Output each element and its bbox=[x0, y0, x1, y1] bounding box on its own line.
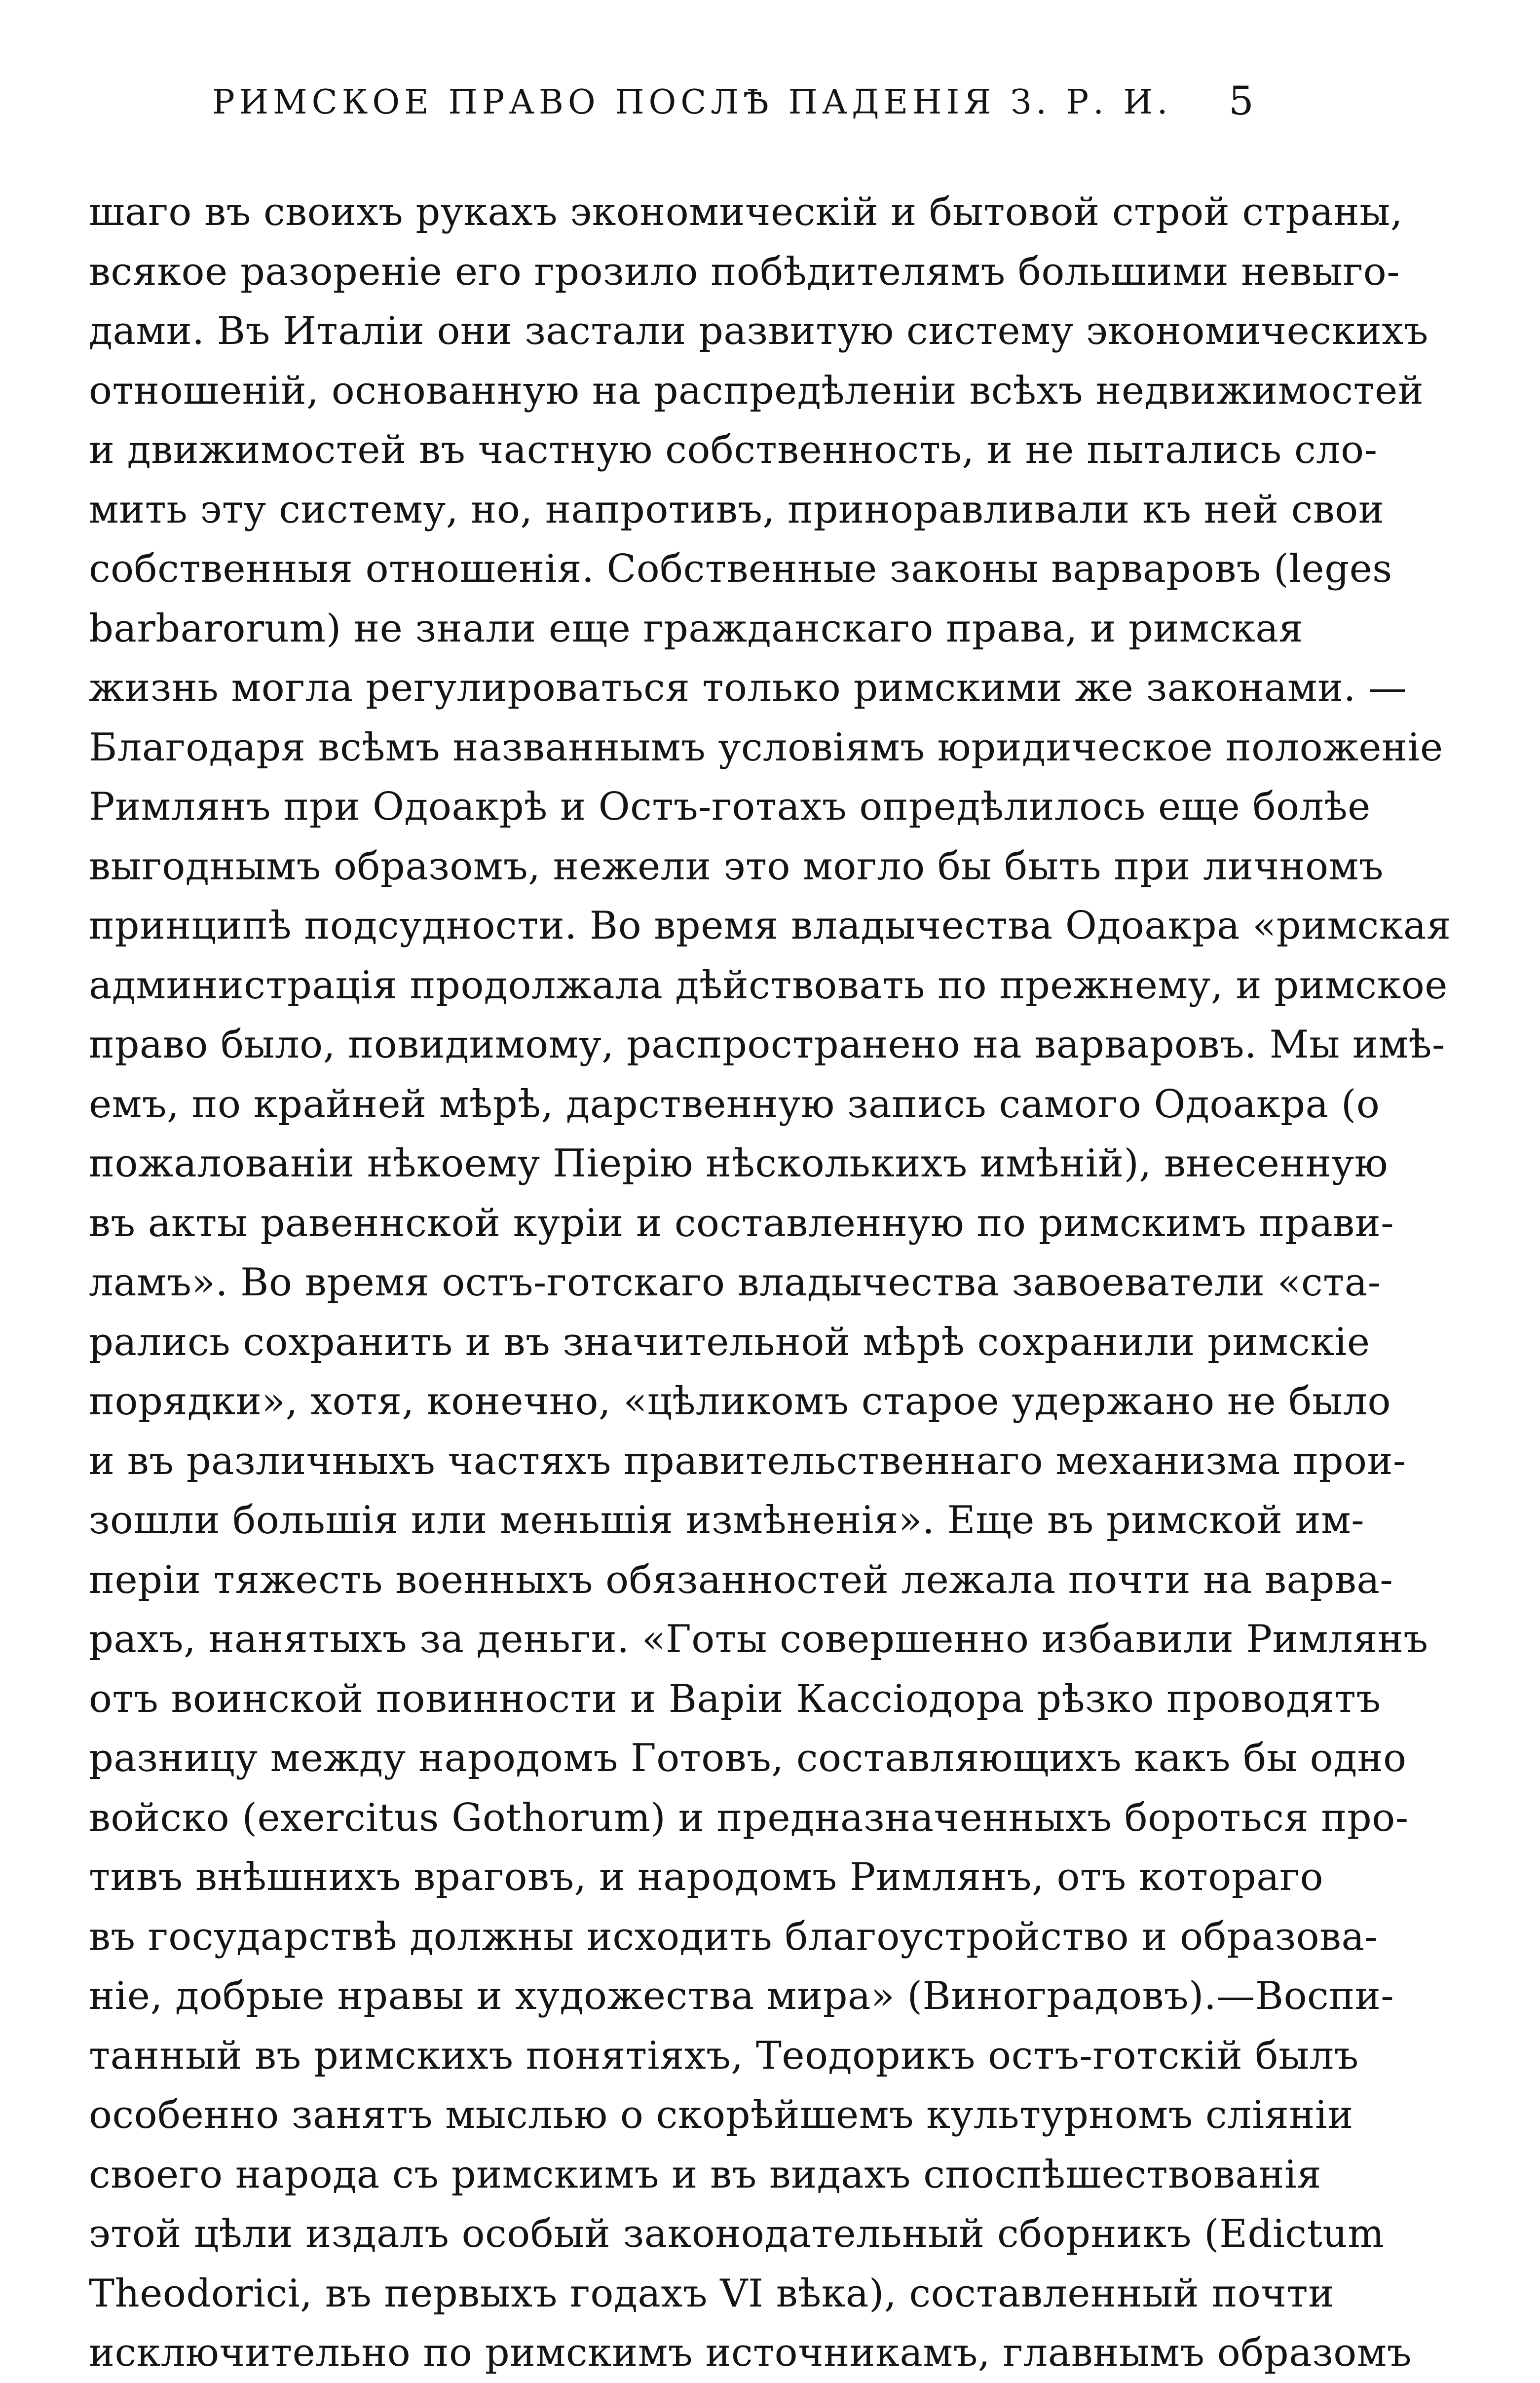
text-line: право было, повидимому, распространено на варваровъ. Мы имѣ- bbox=[89, 1022, 1445, 1067]
text-line: шаго въ своихъ рукахъ экономическій и бытовой строй страны, bbox=[89, 190, 1403, 234]
text-line: выгоднымъ образомъ, нежели это могло бы быть при личномъ bbox=[89, 844, 1384, 889]
text-line: Римлянъ при Одоакрѣ и Остъ-готахъ опредѣлилось еще болѣе bbox=[89, 785, 1371, 829]
text-line: танный въ римскихъ понятіяхъ, Теодорикъ остъ-готскій былъ bbox=[89, 2033, 1359, 2078]
text-line: рались сохранить и въ значительной мѣрѣ сохранили римскіе bbox=[89, 1320, 1370, 1364]
text-line: и въ различныхъ частяхъ правительственнаго механизма прои- bbox=[89, 1438, 1406, 1483]
text-line: періи тяжесть военныхъ обязанностей лежала почти на варва- bbox=[89, 1557, 1393, 1602]
text-line: жизнь могла регулироваться только римскими же законами. — bbox=[89, 666, 1407, 710]
text-line: и движимостей въ частную собственность, и не пытались сло- bbox=[89, 428, 1378, 472]
body-text bbox=[89, 183, 1451, 2383]
text-line: въ государствѣ должны исходить благоустройство и образова- bbox=[89, 1914, 1378, 1959]
text-line: порядки», хотя, конечно, «цѣликомъ старое удержано не было bbox=[89, 1379, 1391, 1424]
text-line: въ акты равеннской куріи и составленную по римскимъ прави- bbox=[89, 1201, 1394, 1246]
text-line: собственныя отношенія. Собственные законы варваровъ (leges bbox=[89, 547, 1392, 591]
running-head: РИМСКОЕ ПРАВО ПОСЛѢ ПАДЕНІЯ З. Р. И. bbox=[212, 83, 1172, 122]
text-line: ламъ». Во время остъ-готскаго владычества завоеватели «ста- bbox=[89, 1260, 1381, 1305]
text-line: тивъ внѣшнихъ враговъ, и народомъ Римлянъ, отъ котораго bbox=[89, 1855, 1324, 1899]
text-line: принципѣ подсудности. Во время владычества Одоакра «римская bbox=[89, 904, 1451, 948]
text-line: отъ воинской повинности и Варіи Кассіодора рѣзко проводятъ bbox=[89, 1676, 1381, 1721]
text-line: мить эту систему, но, напротивъ, приноравливали къ ней свои bbox=[89, 487, 1385, 532]
text-line: Theodorici, въ первыхъ годахъ VI вѣка), составленный почти bbox=[89, 2271, 1334, 2316]
text-line: ніе, добрые нравы и художества мира» (Виноградовъ).—Воспи- bbox=[89, 1974, 1394, 2018]
text-line: зошли большія или меньшія измѣненія». Еще въ римской им- bbox=[89, 1498, 1365, 1543]
text-line: всякое разореніе его грозило побѣдителямъ большими невыго- bbox=[89, 249, 1400, 294]
text-line: рахъ, нанятыхъ за деньги. «Готы совершенно избавили Римлянъ bbox=[89, 1617, 1428, 1662]
text-line: разницу между народомъ Готовъ, составляющихъ какъ бы одно bbox=[89, 1736, 1407, 1780]
text-line: Благодаря всѣмъ названнымъ условіямъ юридическое положеніе bbox=[89, 725, 1443, 770]
text-line: администрація продолжала дѣйствовать по прежнему, и римское bbox=[89, 963, 1448, 1008]
text-line: этой цѣли издалъ особый законодательный сборникъ (Edictum bbox=[89, 2212, 1385, 2256]
text-line: дами. Въ Италіи они застали развитую систему экономическихъ bbox=[89, 309, 1428, 353]
text-line: отношеній, основанную на распредѣленіи всѣхъ недвижимостей bbox=[89, 368, 1424, 413]
text-line: своего народа съ римскимъ и въ видахъ споспѣшествованія bbox=[89, 2152, 1321, 2197]
text-line: исключительно по римскимъ источникамъ, главнымъ образомъ bbox=[89, 2331, 1412, 2375]
text-line: barbarorum) не знали еще гражданскаго права, и римская bbox=[89, 606, 1304, 651]
page-number: 5 bbox=[1229, 78, 1254, 124]
text-line: пожалованіи нѣкоему Піерію нѣсколькихъ имѣній), внесенную bbox=[89, 1141, 1389, 1186]
text-line: войско (exercitus Gothorum) и предназначенныхъ бороться про- bbox=[89, 1795, 1409, 1840]
text-line: особенно занятъ мыслью о скорѣйшемъ культурномъ сліяніи bbox=[89, 2093, 1353, 2137]
text-line: емъ, по крайней мѣрѣ, дарственную запись самого Одоакра (о bbox=[89, 1082, 1380, 1127]
